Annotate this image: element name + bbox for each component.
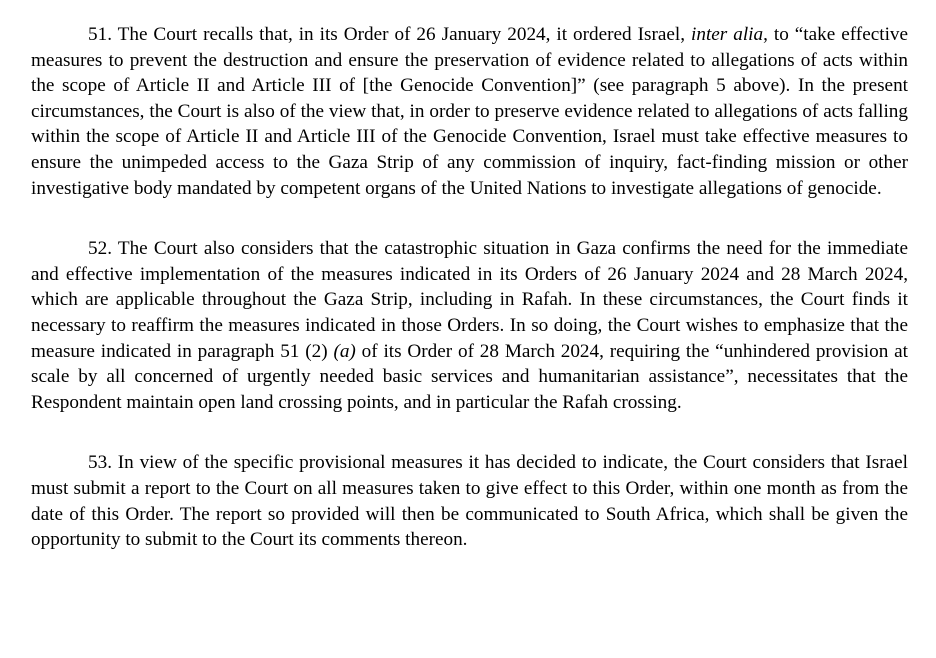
paragraph-text: The Court also considers that the catastrophic situation in Gaza confirms the need for the immediate and effective implementation of the measures indicated in its Orders of 26 January 2024 and 28 March 2024, which are applicable throughout the Gaza Strip, including in Rafah. In these circumstances, the Court finds it necessary to reaffirm the measures indicated in those Orders. In so doing, the Court wishes to emphasize that the measure indicated in paragraph 51 (2)	[31, 238, 909, 362]
paragraph-53	[31, 450, 908, 552]
document-page	[31, 22, 908, 553]
paragraph-52	[31, 236, 908, 415]
paragraph-text-italic: inter alia	[691, 24, 764, 45]
paragraph-number: 53.	[88, 452, 112, 474]
paragraph-text: of its Order of 28 March 2024, requiring the “unhindered provision at scale by all concerned of urgently needed basic services and humanitarian assistance”, necessitates that the Respondent maintain open land crossing points, and in particular the Rafah crossing.	[31, 340, 909, 413]
paragraph-number: 51.	[88, 24, 112, 45]
paragraph-number: 52.	[88, 238, 112, 260]
paragraph-text: The Court recalls that, in its Order of 26 January 2024, it ordered Israel,	[117, 24, 692, 45]
paragraph-text-italic: (a)	[333, 340, 356, 362]
paragraph-51	[31, 22, 908, 201]
paragraph-text: In view of the specific provisional measures it has decided to indicate, the Court considers that Israel must submit a report to the Court on all measures taken to give effect to this Order, within one month as from the date of this Order. The report so provided will then be communicated to South Africa, which shall be given the opportunity to submit to the Court its comments thereon.	[31, 452, 909, 551]
paragraph-text: , to “take effective measures to prevent the destruction and ensure the preservation of evidence related to allegations of acts within the scope of Article II and Article III of [the Genocide Convention]” (see paragraph 5 above). In the present circumstances, the Court is also of the view that, in order to preserve evidence related to allegations of acts falling within the scope of Article II and Article III of the Genocide Convention, Israel must take effective measures to ensure the unimpeded access to the Gaza Strip of any commission of inquiry, fact-finding mission or other investigative body mandated by competent organs of the United Nations to investigate allegations of genocide.	[31, 24, 909, 199]
